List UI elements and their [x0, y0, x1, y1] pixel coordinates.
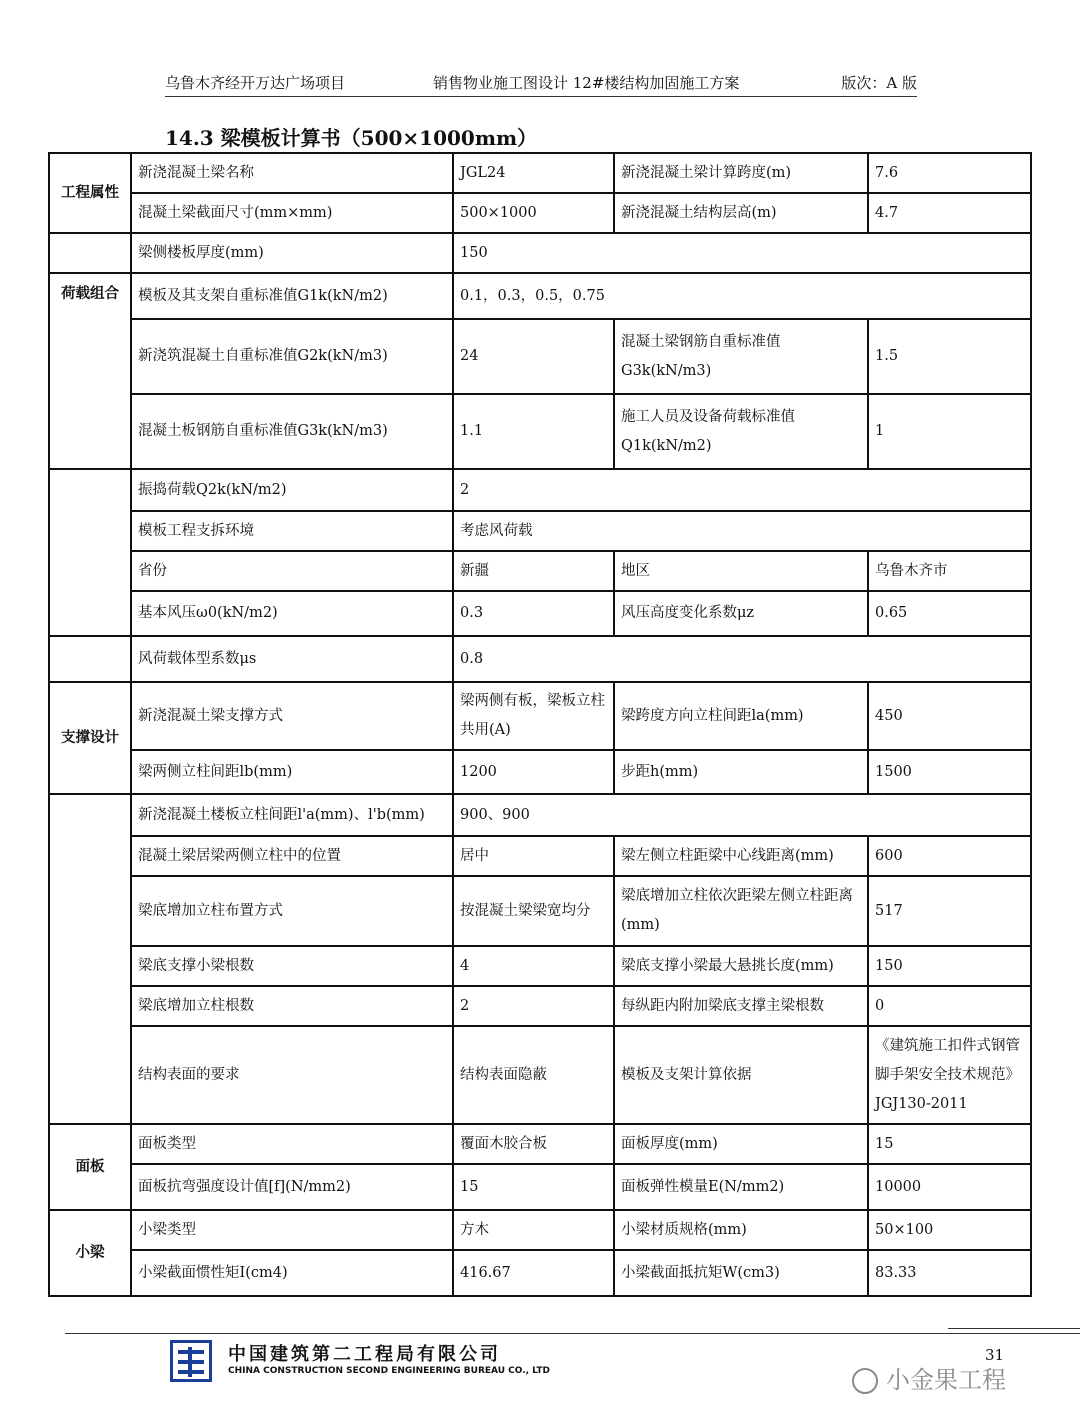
table-row	[49, 319, 1031, 394]
category-label: 小梁	[49, 1210, 131, 1296]
table-cell: 0.8	[453, 636, 1031, 682]
table-cell: 2	[453, 986, 614, 1026]
table-row	[49, 591, 1031, 636]
table-row	[49, 750, 1031, 794]
table-cell: 面板抗弯强度设计值[f](N/mm2)	[131, 1164, 453, 1210]
category-empty	[49, 469, 131, 636]
table-cell: 新疆	[453, 551, 614, 591]
table-cell: 小梁类型	[131, 1210, 453, 1250]
table-cell: 2	[453, 469, 1031, 511]
table-cell: 风压高度变化系数μz	[614, 591, 868, 636]
table-row	[49, 682, 1031, 750]
table-cell: 混凝土梁居梁两侧立柱中的位置	[131, 836, 453, 876]
table-cell: 10000	[868, 1164, 1031, 1210]
table-row	[49, 794, 1031, 836]
table-row	[49, 876, 1031, 946]
table-cell: 覆面木胶合板	[453, 1124, 614, 1164]
table-row	[49, 193, 1031, 233]
table-cell: 按混凝土梁梁宽均分	[453, 876, 614, 946]
table-cell: 考虑风荷载	[453, 511, 1031, 551]
page-number: 31	[985, 1346, 1005, 1364]
category-empty	[49, 233, 131, 273]
table-cell: 混凝土板钢筋自重标准值G3k(kN/m3)	[131, 394, 453, 469]
table-cell: 24	[453, 319, 614, 394]
table-cell: 1200	[453, 750, 614, 794]
table-cell: 施工人员及设备荷载标准值Q1k(kN/m2)	[614, 394, 868, 469]
category-label: 面板	[49, 1124, 131, 1210]
category-empty	[49, 794, 131, 1124]
table-cell: 梁两侧有板，梁板立柱共用(A)	[453, 682, 614, 750]
table-row	[49, 1026, 1031, 1124]
table-cell: 每纵距内附加梁底支撑主梁根数	[614, 986, 868, 1026]
table-cell: 600	[868, 836, 1031, 876]
table-cell: 基本风压ω0(kN/m2)	[131, 591, 453, 636]
table-cell: 梁底支撑小梁根数	[131, 946, 453, 986]
table-cell: 0	[868, 986, 1031, 1026]
table-row	[49, 836, 1031, 876]
table-cell: 150	[868, 946, 1031, 986]
table-row	[49, 1124, 1031, 1164]
table-row	[49, 153, 1031, 193]
category-empty	[49, 636, 131, 682]
header-document: 销售物业施工图设计 12#楼结构加固施工方案	[433, 74, 740, 92]
table-row	[49, 233, 1031, 273]
wechat-icon	[852, 1368, 878, 1394]
table-cell: 面板类型	[131, 1124, 453, 1164]
table-cell: 方木	[453, 1210, 614, 1250]
table-cell: 新浇混凝土梁支撑方式	[131, 682, 453, 750]
table-cell: 乌鲁木齐市	[868, 551, 1031, 591]
table-row	[49, 1210, 1031, 1250]
table-cell: 4	[453, 946, 614, 986]
table-cell: 83.33	[868, 1250, 1031, 1296]
category-label: 支撑设计	[49, 682, 131, 794]
table-cell: 150	[453, 233, 1031, 273]
table-cell: 小梁截面惯性矩I(cm4)	[131, 1250, 453, 1296]
table-cell: 振捣荷载Q2k(kN/m2)	[131, 469, 453, 511]
table-row	[49, 1250, 1031, 1296]
table-cell: 新浇混凝土楼板立柱间距l'a(mm)、l'b(mm)	[131, 794, 453, 836]
table-cell: 15	[868, 1124, 1031, 1164]
table-cell: 1500	[868, 750, 1031, 794]
table-cell: 混凝土梁截面尺寸(mm×mm)	[131, 193, 453, 233]
table-cell: 416.67	[453, 1250, 614, 1296]
table-cell: 900、900	[453, 794, 1031, 836]
table-cell: 517	[868, 876, 1031, 946]
section-title: 14.3 梁模板计算书（500×1000mm）	[165, 126, 538, 150]
table-cell: 梁跨度方向立柱间距la(mm)	[614, 682, 868, 750]
table-cell: 居中	[453, 836, 614, 876]
company-name-cn: 中国建筑第二工程局有限公司	[228, 1344, 501, 1365]
table-cell: 梁底支撑小梁最大悬挑长度(mm)	[614, 946, 868, 986]
table-cell: 步距h(mm)	[614, 750, 868, 794]
table-cell: 小梁截面抵抗矩W(cm3)	[614, 1250, 868, 1296]
table-cell: 模板工程支拆环境	[131, 511, 453, 551]
table-row	[49, 273, 1031, 319]
table-row	[49, 394, 1031, 469]
table-cell: 0.3	[453, 591, 614, 636]
table-cell: 地区	[614, 551, 868, 591]
table-cell: 新浇混凝土梁名称	[131, 153, 453, 193]
header-version: 版次：A 版	[841, 74, 917, 92]
table-cell: 0.65	[868, 591, 1031, 636]
footer-divider	[65, 1333, 1080, 1334]
table-row	[49, 636, 1031, 682]
table-cell: 小梁材质规格(mm)	[614, 1210, 868, 1250]
table-cell: 新浇筑混凝土自重标准值G2k(kN/m3)	[131, 319, 453, 394]
table-cell: 梁底增加立柱根数	[131, 986, 453, 1026]
table-cell: 450	[868, 682, 1031, 750]
table-cell: 面板弹性模量E(N/mm2)	[614, 1164, 868, 1210]
table-cell: 1	[868, 394, 1031, 469]
company-name-en: CHINA CONSTRUCTION SECOND ENGINEERING BUREAU CO., LTD	[228, 1366, 551, 1376]
table-cell: 4.7	[868, 193, 1031, 233]
category-label: 工程属性	[49, 153, 131, 233]
table-row	[49, 469, 1031, 511]
table-cell: 梁底增加立柱布置方式	[131, 876, 453, 946]
table-cell: 1.1	[453, 394, 614, 469]
table-cell: 15	[453, 1164, 614, 1210]
table-row	[49, 946, 1031, 986]
category-label: 荷载组合	[49, 273, 131, 469]
table-cell: 模板及其支架自重标准值G1k(kN/m2)	[131, 273, 453, 319]
table-cell: 新浇混凝土结构层高(m)	[614, 193, 868, 233]
table-row	[49, 511, 1031, 551]
table-cell: 结构表面隐蔽	[453, 1026, 614, 1124]
table-cell: 0.1，0.3，0.5，0.75	[453, 273, 1031, 319]
table-cell: 新浇混凝土梁计算跨度(m)	[614, 153, 868, 193]
table-cell: 1.5	[868, 319, 1031, 394]
footer-divider-right	[948, 1328, 1080, 1329]
table-cell: 面板厚度(mm)	[614, 1124, 868, 1164]
watermark	[852, 1360, 1006, 1395]
table-cell: 《建筑施工扣件式钢管脚手架安全技术规范》JGJ130-2011	[868, 1026, 1031, 1124]
table-row	[49, 551, 1031, 591]
table-cell: 风荷载体型系数μs	[131, 636, 453, 682]
table-cell: 梁底增加立柱依次距梁左侧立柱距离(mm)	[614, 876, 868, 946]
cscec-logo-icon	[170, 1340, 212, 1382]
table-row	[49, 1164, 1031, 1210]
table-cell: JGL24	[453, 153, 614, 193]
table-row	[49, 986, 1031, 1026]
header-project: 乌鲁木齐经开万达广场项目	[165, 74, 346, 92]
watermark-text: 小金果工程	[886, 1366, 1006, 1394]
table-cell: 梁左侧立柱距梁中心线距离(mm)	[614, 836, 868, 876]
table-cell: 梁侧楼板厚度(mm)	[131, 233, 453, 273]
table-cell: 梁两侧立柱间距lb(mm)	[131, 750, 453, 794]
calculation-table	[48, 152, 1032, 1297]
table-cell: 结构表面的要求	[131, 1026, 453, 1124]
table-cell: 模板及支架计算依据	[614, 1026, 868, 1124]
page-header	[165, 72, 917, 97]
table-cell: 省份	[131, 551, 453, 591]
table-cell: 500×1000	[453, 193, 614, 233]
table-cell: 50×100	[868, 1210, 1031, 1250]
table-cell: 混凝土梁钢筋自重标准值G3k(kN/m3)	[614, 319, 868, 394]
table-cell: 7.6	[868, 153, 1031, 193]
